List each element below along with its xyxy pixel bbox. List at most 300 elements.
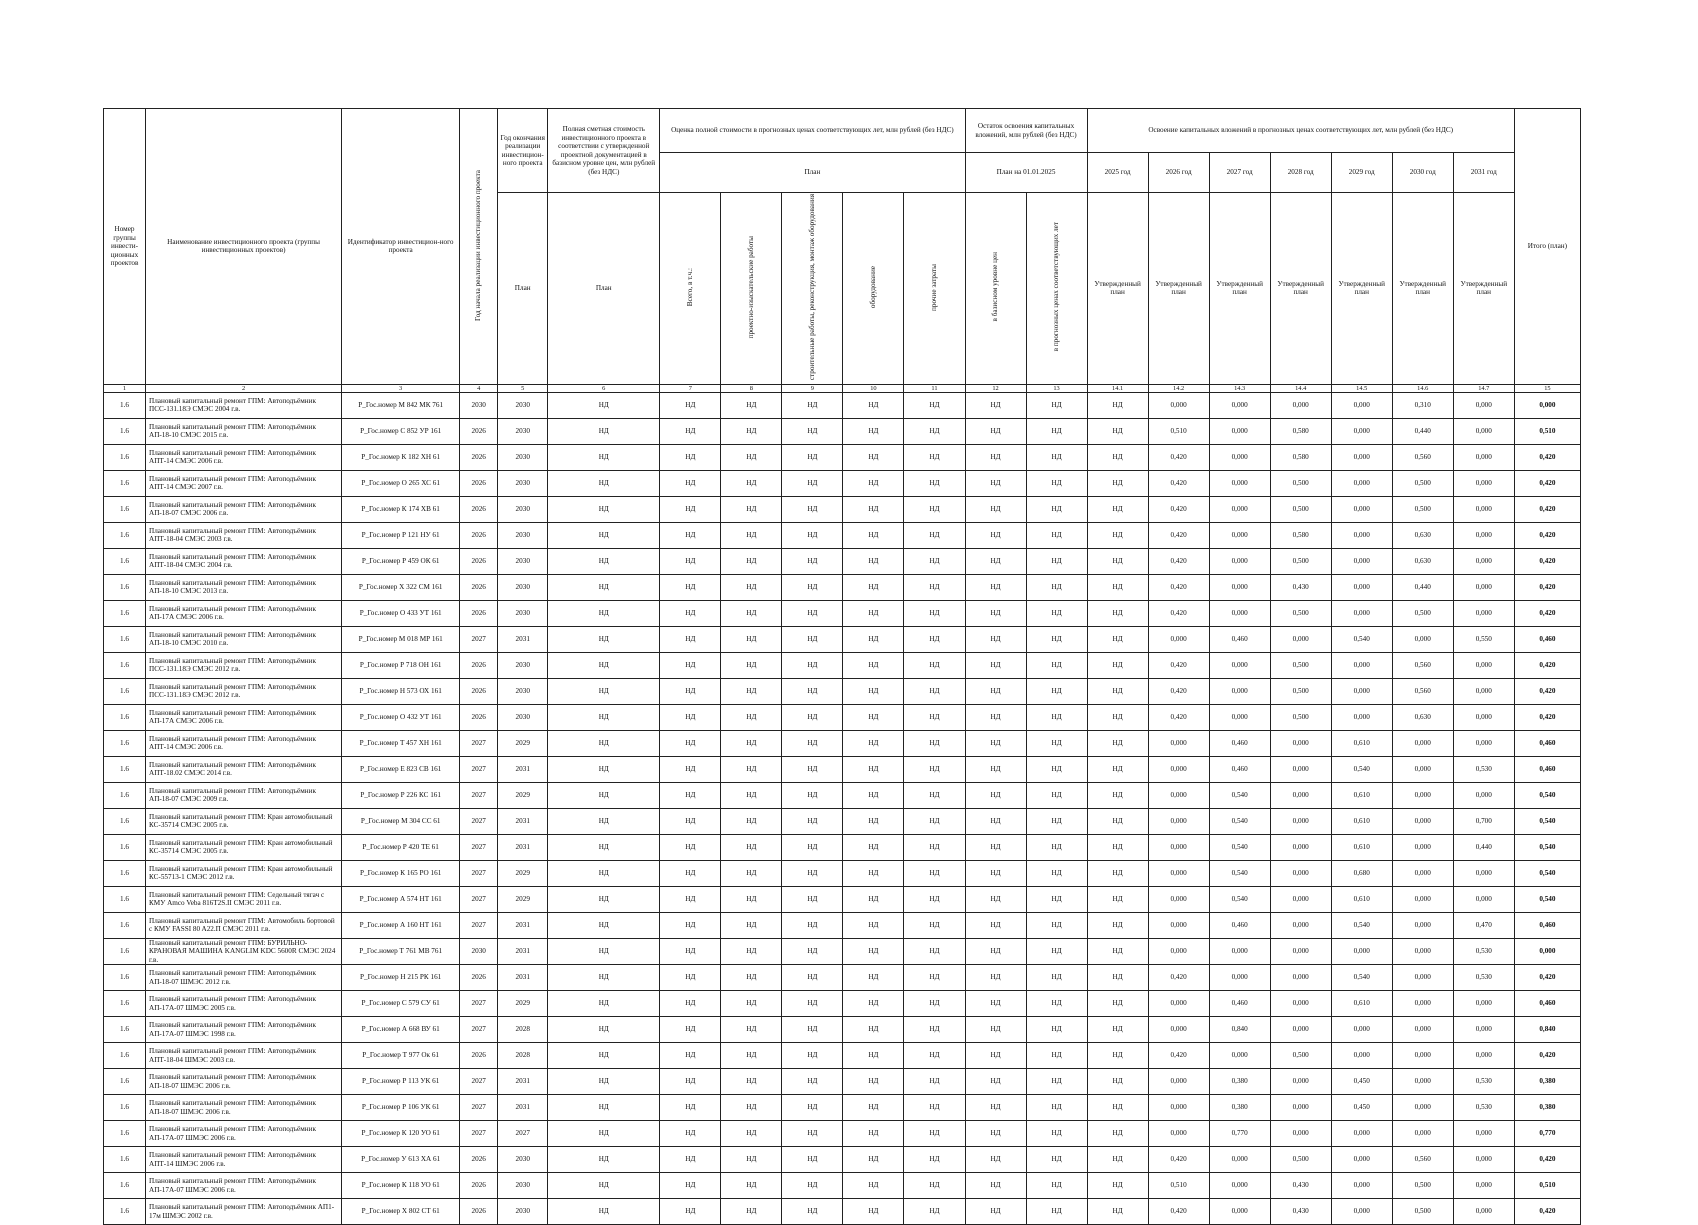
cell-remainder-base: НД xyxy=(965,1017,1026,1043)
cell-start-year: 2026 xyxy=(460,548,498,574)
column-number: 14.7 xyxy=(1453,384,1514,392)
cell-plan-2028: 0,430 xyxy=(1270,1173,1331,1199)
cell-remainder-base: НД xyxy=(965,938,1026,965)
cell-plan-2029: 0,610 xyxy=(1331,730,1392,756)
cell-project-id: Р_Гос.номер А 668 ВУ 61 xyxy=(342,1017,460,1043)
cell-remainder-forecast: НД xyxy=(1026,1043,1087,1069)
cell-project-name: Плановый капитальный ремонт ГПМ: Автоподъёмник АП-18-10 СМЭС 2015 г.в. xyxy=(146,418,342,444)
cell-group-number: 1.6 xyxy=(104,626,146,652)
cell-full-cost-total: НД xyxy=(660,1095,721,1121)
cell-project-id: Р_Гос.номер С 579 СУ 61 xyxy=(342,991,460,1017)
cell-project-id: Р_Гос.номер С 852 УР 161 xyxy=(342,418,460,444)
cell-end-year: 2030 xyxy=(498,418,548,444)
cell-plan-2027: 0,380 xyxy=(1209,1069,1270,1095)
cell-plan-2025: НД xyxy=(1087,418,1148,444)
cell-other-costs: НД xyxy=(904,756,965,782)
cell-construction-works: НД xyxy=(782,860,843,886)
cell-remainder-forecast: НД xyxy=(1026,444,1087,470)
investment-table xyxy=(103,108,1581,1225)
cell-plan-2028: 0,500 xyxy=(1270,678,1331,704)
cell-design-works: НД xyxy=(721,912,782,938)
cell-plan-2025: НД xyxy=(1087,574,1148,600)
cell-remainder-base: НД xyxy=(965,1147,1026,1173)
cell-plan-2027: 0,000 xyxy=(1209,678,1270,704)
cell-project-id: Р_Гос.номер О 432 УТ 161 xyxy=(342,704,460,730)
cell-remainder-forecast: НД xyxy=(1026,392,1087,418)
header-design-works: проектно-изыскательские работы xyxy=(721,193,782,385)
cell-plan-2026: 0,420 xyxy=(1148,678,1209,704)
cell-plan-2028: 0,000 xyxy=(1270,392,1331,418)
cell-other-costs: НД xyxy=(904,938,965,965)
cell-remainder-base: НД xyxy=(965,991,1026,1017)
cell-plan-2026: 0,000 xyxy=(1148,808,1209,834)
cell-group-number: 1.6 xyxy=(104,522,146,548)
cell-plan-2028: 0,000 xyxy=(1270,965,1331,991)
cell-plan-2026: 0,000 xyxy=(1148,756,1209,782)
cell-estimated-cost: НД xyxy=(548,600,660,626)
cell-group-number: 1.6 xyxy=(104,444,146,470)
cell-plan-2027: 0,770 xyxy=(1209,1121,1270,1147)
cell-equipment: НД xyxy=(843,1069,904,1095)
cell-plan-2027: 0,000 xyxy=(1209,938,1270,965)
cell-construction-works: НД xyxy=(782,548,843,574)
cell-remainder-forecast: НД xyxy=(1026,418,1087,444)
cell-group-number: 1.6 xyxy=(104,730,146,756)
cell-start-year: 2026 xyxy=(460,704,498,730)
cell-full-cost-total: НД xyxy=(660,1121,721,1147)
header-year-2029: 2029 год xyxy=(1331,153,1392,193)
cell-plan-2028: 0,500 xyxy=(1270,652,1331,678)
cell-remainder-forecast: НД xyxy=(1026,1147,1087,1173)
cell-plan-2029: 0,000 xyxy=(1331,496,1392,522)
cell-plan-2026: 0,420 xyxy=(1148,548,1209,574)
cell-equipment: НД xyxy=(843,470,904,496)
cell-other-costs: НД xyxy=(904,548,965,574)
cell-design-works: НД xyxy=(721,1043,782,1069)
cell-construction-works: НД xyxy=(782,418,843,444)
cell-plan-2030: 0,000 xyxy=(1392,626,1453,652)
cell-group-number: 1.6 xyxy=(104,886,146,912)
cell-group-number: 1.6 xyxy=(104,860,146,886)
cell-remainder-base: НД xyxy=(965,1095,1026,1121)
cell-project-name: Плановый капитальный ремонт ГПМ: Автоподъёмник АПТ-14 ШМЭС 2006 г.в. xyxy=(146,1147,342,1173)
cell-plan-2031: 0,000 xyxy=(1453,600,1514,626)
cell-remainder-base: НД xyxy=(965,522,1026,548)
column-number: 11 xyxy=(904,384,965,392)
table-row xyxy=(104,1199,1581,1225)
cell-project-id: Р_Гос.номер Р 113 УК 61 xyxy=(342,1069,460,1095)
cell-start-year: 2026 xyxy=(460,652,498,678)
cell-total-plan: 0,000 xyxy=(1514,392,1580,418)
cell-plan-2030: 0,000 xyxy=(1392,834,1453,860)
table-row xyxy=(104,470,1581,496)
header-full-cost-group: Оценка полной стоимости в прогнозных ценах соответствующих лет, млн рублей (без НДС) xyxy=(660,109,965,153)
cell-project-name: Плановый капитальный ремонт ГПМ: Автоподъёмник АП-18-07 СМЭС 2006 г.в. xyxy=(146,496,342,522)
cell-plan-2028: 0,000 xyxy=(1270,808,1331,834)
cell-estimated-cost: НД xyxy=(548,1017,660,1043)
cell-group-number: 1.6 xyxy=(104,1121,146,1147)
header-approved-2028: Утвержденный план xyxy=(1270,193,1331,385)
cell-plan-2031: 0,000 xyxy=(1453,522,1514,548)
table-row xyxy=(104,886,1581,912)
cell-plan-2031: 0,000 xyxy=(1453,991,1514,1017)
cell-plan-2026: 0,420 xyxy=(1148,470,1209,496)
cell-other-costs: НД xyxy=(904,574,965,600)
cell-total-plan: 0,770 xyxy=(1514,1121,1580,1147)
cell-total-plan: 0,420 xyxy=(1514,574,1580,600)
header-year-2030: 2030 год xyxy=(1392,153,1453,193)
cell-plan-2029: 0,000 xyxy=(1331,678,1392,704)
cell-equipment: НД xyxy=(843,522,904,548)
cell-plan-2031: 0,700 xyxy=(1453,808,1514,834)
column-number: 10 xyxy=(843,384,904,392)
cell-total-plan: 0,540 xyxy=(1514,860,1580,886)
cell-other-costs: НД xyxy=(904,522,965,548)
cell-plan-2025: НД xyxy=(1087,470,1148,496)
cell-project-name: Плановый капитальный ремонт ГПМ: Автоподъёмник АП-17А СМЭС 2006 г.в. xyxy=(146,600,342,626)
cell-plan-2025: НД xyxy=(1087,522,1148,548)
cell-plan-2026: 0,420 xyxy=(1148,574,1209,600)
cell-plan-2029: 0,680 xyxy=(1331,860,1392,886)
cell-remainder-base: НД xyxy=(965,392,1026,418)
cell-equipment: НД xyxy=(843,548,904,574)
cell-equipment: НД xyxy=(843,730,904,756)
cell-end-year: 2029 xyxy=(498,886,548,912)
cell-remainder-forecast: НД xyxy=(1026,860,1087,886)
column-number: 7 xyxy=(660,384,721,392)
cell-construction-works: НД xyxy=(782,704,843,730)
cell-end-year: 2031 xyxy=(498,1095,548,1121)
cell-plan-2031: 0,000 xyxy=(1453,1173,1514,1199)
cell-construction-works: НД xyxy=(782,470,843,496)
cell-design-works: НД xyxy=(721,1173,782,1199)
cell-start-year: 2027 xyxy=(460,886,498,912)
cell-plan-2027: 0,460 xyxy=(1209,730,1270,756)
cell-end-year: 2030 xyxy=(498,652,548,678)
cell-plan-2030: 0,500 xyxy=(1392,600,1453,626)
cell-plan-2031: 0,000 xyxy=(1453,470,1514,496)
cell-other-costs: НД xyxy=(904,991,965,1017)
cell-plan-2027: 0,460 xyxy=(1209,626,1270,652)
cell-start-year: 2027 xyxy=(460,808,498,834)
column-number: 14.6 xyxy=(1392,384,1453,392)
cell-plan-2031: 0,530 xyxy=(1453,965,1514,991)
cell-start-year: 2026 xyxy=(460,1147,498,1173)
cell-project-id: Р_Гос.номер Т 761 МВ 761 xyxy=(342,938,460,965)
cell-equipment: НД xyxy=(843,860,904,886)
cell-construction-works: НД xyxy=(782,522,843,548)
cell-full-cost-total: НД xyxy=(660,548,721,574)
cell-plan-2028: 0,000 xyxy=(1270,1095,1331,1121)
cell-remainder-forecast: НД xyxy=(1026,1017,1087,1043)
header-approved-2026: Утвержденный план xyxy=(1148,193,1209,385)
cell-plan-2027: 0,000 xyxy=(1209,444,1270,470)
header-mastering-group: Освоение капитальных вложений в прогнозных ценах соответствующих лет, млн рублей (без НДС) xyxy=(1087,109,1514,153)
cell-group-number: 1.6 xyxy=(104,834,146,860)
cell-equipment: НД xyxy=(843,444,904,470)
cell-project-id: Р_Гос.номер Н 573 ОХ 161 xyxy=(342,678,460,704)
cell-total-plan: 0,460 xyxy=(1514,756,1580,782)
cell-plan-2031: 0,000 xyxy=(1453,730,1514,756)
cell-construction-works: НД xyxy=(782,730,843,756)
cell-remainder-forecast: НД xyxy=(1026,600,1087,626)
cell-plan-2027: 0,000 xyxy=(1209,1147,1270,1173)
cell-plan-2030: 0,000 xyxy=(1392,991,1453,1017)
cell-plan-2027: 0,460 xyxy=(1209,912,1270,938)
cell-equipment: НД xyxy=(843,678,904,704)
table-row xyxy=(104,1173,1581,1199)
cell-estimated-cost: НД xyxy=(548,678,660,704)
cell-plan-2028: 0,430 xyxy=(1270,1199,1331,1225)
cell-start-year: 2026 xyxy=(460,1173,498,1199)
cell-plan-2030: 0,630 xyxy=(1392,548,1453,574)
cell-total-plan: 0,510 xyxy=(1514,418,1580,444)
cell-plan-2025: НД xyxy=(1087,912,1148,938)
cell-plan-2030: 0,500 xyxy=(1392,1173,1453,1199)
cell-total-plan: 0,540 xyxy=(1514,782,1580,808)
table-row xyxy=(104,808,1581,834)
cell-group-number: 1.6 xyxy=(104,470,146,496)
cell-project-id: Р_Гос.номер Х 802 СТ 61 xyxy=(342,1199,460,1225)
cell-plan-2029: 0,000 xyxy=(1331,1017,1392,1043)
cell-other-costs: НД xyxy=(904,1069,965,1095)
cell-plan-2030: 0,500 xyxy=(1392,470,1453,496)
cell-project-name: Плановый капитальный ремонт ГПМ: Автоподъёмник АП-17А-07 ШМЭС 2005 г.в. xyxy=(146,991,342,1017)
header-total-incl: Всего, в т.ч.: xyxy=(660,193,721,385)
cell-estimated-cost: НД xyxy=(548,938,660,965)
cell-full-cost-total: НД xyxy=(660,1199,721,1225)
cell-group-number: 1.6 xyxy=(104,1147,146,1173)
cell-end-year: 2030 xyxy=(498,548,548,574)
cell-remainder-forecast: НД xyxy=(1026,626,1087,652)
cell-end-year: 2030 xyxy=(498,1147,548,1173)
cell-remainder-base: НД xyxy=(965,548,1026,574)
cell-plan-2030: 0,000 xyxy=(1392,1069,1453,1095)
cell-plan-2025: НД xyxy=(1087,1069,1148,1095)
header-total: Итого (план) xyxy=(1514,109,1580,385)
cell-other-costs: НД xyxy=(904,886,965,912)
cell-construction-works: НД xyxy=(782,808,843,834)
cell-plan-2027: 0,540 xyxy=(1209,860,1270,886)
cell-plan-2026: 0,000 xyxy=(1148,1121,1209,1147)
cell-full-cost-total: НД xyxy=(660,886,721,912)
cell-plan-2028: 0,000 xyxy=(1270,756,1331,782)
table-row xyxy=(104,860,1581,886)
cell-plan-2027: 0,540 xyxy=(1209,782,1270,808)
cell-construction-works: НД xyxy=(782,1121,843,1147)
cell-project-name: Плановый капитальный ремонт ГПМ: Седельный тягач с КМУ Amco Veba 816T2S.II СМЭС 2011 г.в. xyxy=(146,886,342,912)
cell-plan-2031: 0,530 xyxy=(1453,1095,1514,1121)
cell-project-id: Р_Гос.номер Р 459 ОК 61 xyxy=(342,548,460,574)
cell-total-plan: 0,460 xyxy=(1514,991,1580,1017)
cell-equipment: НД xyxy=(843,652,904,678)
cell-plan-2030: 0,000 xyxy=(1392,886,1453,912)
cell-construction-works: НД xyxy=(782,678,843,704)
cell-plan-2027: 0,000 xyxy=(1209,392,1270,418)
cell-project-name: Плановый капитальный ремонт ГПМ: Автомобиль бортовой с КМУ FASSI 80 A22.П СМЭС 2011 г.в. xyxy=(146,912,342,938)
cell-plan-2028: 0,000 xyxy=(1270,1069,1331,1095)
cell-project-name: Плановый капитальный ремонт ГПМ: Автоподъёмник АПТ-18-04 СМЭС 2004 г.в. xyxy=(146,548,342,574)
cell-construction-works: НД xyxy=(782,444,843,470)
table-row xyxy=(104,756,1581,782)
cell-plan-2028: 0,500 xyxy=(1270,1147,1331,1173)
cell-end-year: 2029 xyxy=(498,782,548,808)
cell-construction-works: НД xyxy=(782,886,843,912)
cell-plan-2031: 0,000 xyxy=(1453,444,1514,470)
cell-plan-2030: 0,000 xyxy=(1392,1017,1453,1043)
cell-estimated-cost: НД xyxy=(548,991,660,1017)
cell-plan-2031: 0,000 xyxy=(1453,418,1514,444)
cell-end-year: 2030 xyxy=(498,522,548,548)
cell-project-name: Плановый капитальный ремонт ГПМ: Автоподъёмник АПТ-18.02 СМЭС 2014 г.в. xyxy=(146,756,342,782)
cell-design-works: НД xyxy=(721,678,782,704)
cell-plan-2028: 0,000 xyxy=(1270,730,1331,756)
cell-group-number: 1.6 xyxy=(104,1199,146,1225)
cell-remainder-base: НД xyxy=(965,965,1026,991)
cell-start-year: 2027 xyxy=(460,1095,498,1121)
cell-design-works: НД xyxy=(721,1069,782,1095)
cell-equipment: НД xyxy=(843,782,904,808)
cell-full-cost-total: НД xyxy=(660,756,721,782)
cell-start-year: 2027 xyxy=(460,860,498,886)
cell-remainder-base: НД xyxy=(965,1121,1026,1147)
cell-construction-works: НД xyxy=(782,1147,843,1173)
cell-start-year: 2027 xyxy=(460,1017,498,1043)
header-year-2025: 2025 год xyxy=(1087,153,1148,193)
column-number: 8 xyxy=(721,384,782,392)
cell-plan-2031: 0,550 xyxy=(1453,626,1514,652)
cell-remainder-forecast: НД xyxy=(1026,1069,1087,1095)
cell-end-year: 2030 xyxy=(498,444,548,470)
cell-design-works: НД xyxy=(721,1095,782,1121)
cell-end-year: 2030 xyxy=(498,678,548,704)
cell-end-year: 2031 xyxy=(498,626,548,652)
cell-plan-2031: 0,000 xyxy=(1453,860,1514,886)
table-row xyxy=(104,1121,1581,1147)
cell-end-year: 2028 xyxy=(498,1043,548,1069)
cell-project-id: Р_Гос.номер Р 121 НУ 61 xyxy=(342,522,460,548)
cell-project-name: Плановый капитальный ремонт ГПМ: Автоподъёмник АП-18-07 ШМЭС 2006 г.в. xyxy=(146,1069,342,1095)
cell-remainder-base: НД xyxy=(965,444,1026,470)
cell-plan-2029: 0,540 xyxy=(1331,756,1392,782)
cell-plan-2028: 0,000 xyxy=(1270,938,1331,965)
cell-plan-2029: 0,000 xyxy=(1331,652,1392,678)
cell-total-plan: 0,420 xyxy=(1514,652,1580,678)
cell-plan-2027: 0,000 xyxy=(1209,574,1270,600)
cell-remainder-forecast: НД xyxy=(1026,991,1087,1017)
cell-construction-works: НД xyxy=(782,1043,843,1069)
cell-design-works: НД xyxy=(721,782,782,808)
cell-plan-2025: НД xyxy=(1087,600,1148,626)
cell-plan-2029: 0,000 xyxy=(1331,1173,1392,1199)
cell-plan-2025: НД xyxy=(1087,1121,1148,1147)
cell-plan-2028: 0,000 xyxy=(1270,860,1331,886)
cell-design-works: НД xyxy=(721,548,782,574)
cell-plan-2031: 0,000 xyxy=(1453,704,1514,730)
column-number: 3 xyxy=(342,384,460,392)
cell-start-year: 2027 xyxy=(460,912,498,938)
cell-plan-2027: 0,000 xyxy=(1209,600,1270,626)
header-full-cost-plan: План xyxy=(660,153,965,193)
cell-full-cost-total: НД xyxy=(660,678,721,704)
cell-other-costs: НД xyxy=(904,678,965,704)
cell-design-works: НД xyxy=(721,1147,782,1173)
cell-plan-2029: 0,610 xyxy=(1331,991,1392,1017)
cell-full-cost-total: НД xyxy=(660,392,721,418)
cell-plan-2031: 0,000 xyxy=(1453,1043,1514,1069)
table-row xyxy=(104,600,1581,626)
table-row xyxy=(104,678,1581,704)
cell-project-name: Плановый капитальный ремонт ГПМ: Автоподъёмник ПСС-131.18Э СМЭС 2004 г.в. xyxy=(146,392,342,418)
cell-other-costs: НД xyxy=(904,600,965,626)
cell-group-number: 1.6 xyxy=(104,991,146,1017)
cell-other-costs: НД xyxy=(904,860,965,886)
cell-end-year: 2028 xyxy=(498,1017,548,1043)
cell-project-id: Р_Гос.номер Р 420 ТЕ 61 xyxy=(342,834,460,860)
cell-start-year: 2030 xyxy=(460,938,498,965)
cell-plan-2026: 0,420 xyxy=(1148,1147,1209,1173)
cell-design-works: НД xyxy=(721,886,782,912)
column-number: 9 xyxy=(782,384,843,392)
cell-total-plan: 0,540 xyxy=(1514,808,1580,834)
cell-end-year: 2030 xyxy=(498,1199,548,1225)
cell-project-id: Р_Гос.номер К 120 УО 61 xyxy=(342,1121,460,1147)
cell-total-plan: 0,420 xyxy=(1514,444,1580,470)
column-number: 2 xyxy=(146,384,342,392)
cell-plan-2025: НД xyxy=(1087,886,1148,912)
cell-other-costs: НД xyxy=(904,730,965,756)
cell-project-id: Р_Гос.номер Е 823 СВ 161 xyxy=(342,756,460,782)
cell-plan-2025: НД xyxy=(1087,1147,1148,1173)
cell-plan-2025: НД xyxy=(1087,652,1148,678)
cell-plan-2025: НД xyxy=(1087,626,1148,652)
cell-plan-2026: 0,420 xyxy=(1148,965,1209,991)
cell-project-id: Р_Гос.номер Т 457 ХН 161 xyxy=(342,730,460,756)
cell-start-year: 2027 xyxy=(460,756,498,782)
header-estimated-cost-plan: План xyxy=(548,193,660,385)
cell-other-costs: НД xyxy=(904,1147,965,1173)
cell-group-number: 1.6 xyxy=(104,548,146,574)
column-number: 4 xyxy=(460,384,498,392)
cell-other-costs: НД xyxy=(904,704,965,730)
cell-equipment: НД xyxy=(843,965,904,991)
cell-plan-2029: 0,450 xyxy=(1331,1095,1392,1121)
cell-design-works: НД xyxy=(721,626,782,652)
cell-project-id: Р_Гос.номер Р 106 УК 61 xyxy=(342,1095,460,1121)
cell-design-works: НД xyxy=(721,418,782,444)
cell-remainder-base: НД xyxy=(965,470,1026,496)
cell-plan-2031: 0,000 xyxy=(1453,678,1514,704)
cell-start-year: 2026 xyxy=(460,470,498,496)
cell-full-cost-total: НД xyxy=(660,574,721,600)
header-start-year: Год начала реализации инвестиционного проекта xyxy=(460,109,498,385)
cell-estimated-cost: НД xyxy=(548,912,660,938)
cell-remainder-base: НД xyxy=(965,1199,1026,1225)
cell-plan-2027: 0,000 xyxy=(1209,1173,1270,1199)
cell-group-number: 1.6 xyxy=(104,965,146,991)
cell-full-cost-total: НД xyxy=(660,1043,721,1069)
cell-other-costs: НД xyxy=(904,1017,965,1043)
cell-construction-works: НД xyxy=(782,392,843,418)
cell-full-cost-total: НД xyxy=(660,522,721,548)
cell-full-cost-total: НД xyxy=(660,626,721,652)
cell-remainder-base: НД xyxy=(965,418,1026,444)
cell-group-number: 1.6 xyxy=(104,1173,146,1199)
cell-estimated-cost: НД xyxy=(548,392,660,418)
cell-end-year: 2030 xyxy=(498,392,548,418)
cell-plan-2027: 0,000 xyxy=(1209,470,1270,496)
cell-project-id: Р_Гос.номер К 118 УО 61 xyxy=(342,1173,460,1199)
